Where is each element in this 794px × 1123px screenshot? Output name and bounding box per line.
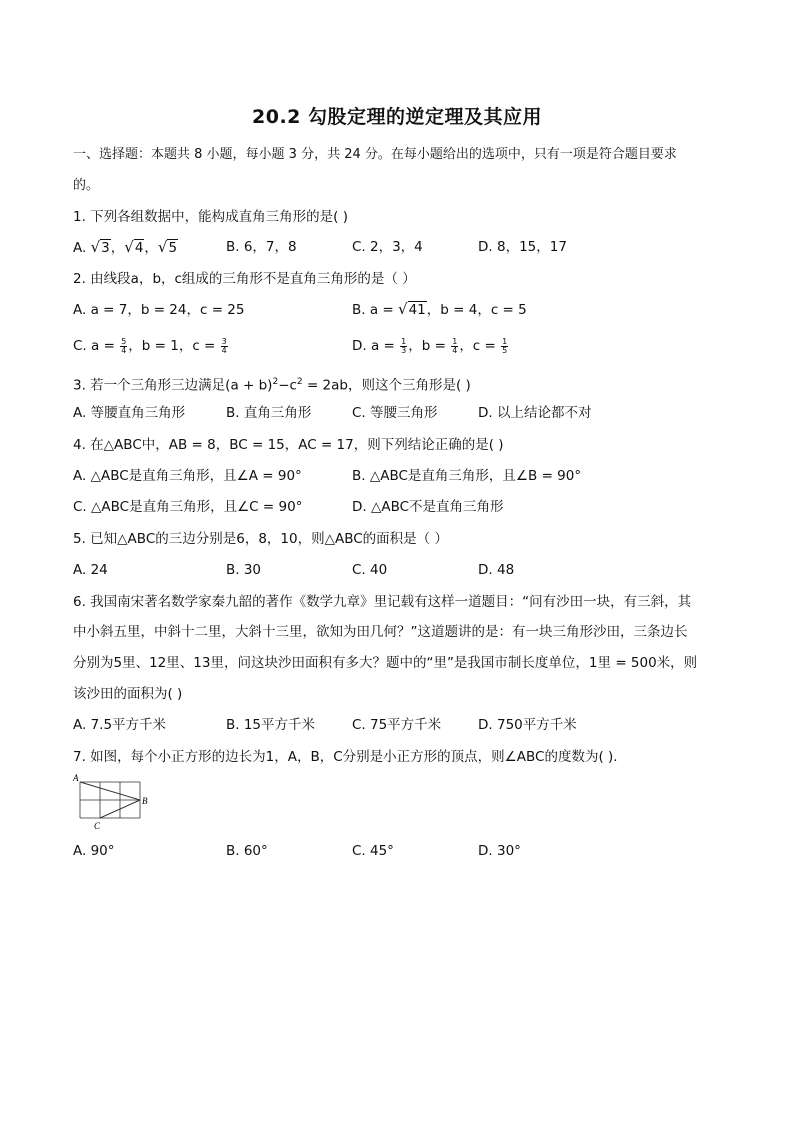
question-3-stem: 3. 若一个三角形三边满足$(a + b)^2-c^2 = 2ab$，则这个三角形是( ) [73,377,471,394]
question-1-stem: 1. 下列各组数据中，能构成直角三角形的是( ) [73,209,348,225]
question-1-option-a: A. √3，√4，√5 [73,238,178,256]
question-4-stem: 4. 在△ABC中，AB = 8，BC = 15，AC = 17，则下列结论正确的是( ) [73,437,504,453]
question-6-stem-line-2: 中小斜五里，中斜十二里，大斜十三里，欲知为田几何？”这道题讲的是：有一块三角形沙田，三条边长 [73,624,688,640]
point-b-label: B [142,796,148,806]
question-4-option-b: B. △ABC是直角三角形，且∠B = 90° [352,468,582,484]
question-4-option-a: A. △ABC是直角三角形，且∠A = 90° [73,468,302,484]
question-6-option-a: A. 7.5平方千米 [73,717,167,733]
question-2-stem: 2. 由线段a，b，c组成的三角形不是直角三角形的是（ ） [73,271,416,287]
question-5-option-d: D. 48 [478,562,515,578]
section-instruction: 一、选择题：本题共 8 小题，每小题 3 分，共 24 分。在每小题给出的选项中，只有一项是符合题目要求 [73,147,677,162]
question-2-option-d: D. a = $\frac{1}{3}$ ，b = $\frac{1}{4}$ ，c = $\frac{1}{5}$ [352,336,508,355]
question-1-option-c: C. 2，3，4 [352,239,423,255]
question-7-option-d: D. 30° [478,843,521,859]
question-6-stem-line-4: 该沙田的面积为( ) [73,686,183,702]
question-7-stem: 7. 如图，每个小正方形的边长为1，A，B，C分别是小正方形的顶点，则∠ABC的度数为( ). [73,749,618,765]
point-a-label: A [73,773,79,783]
question-5-option-a: A. 24 [73,562,108,578]
question-6-option-d: D. 750平方千米 [478,717,577,733]
question-6-stem-line-1: 6. 我国南宋著名数学家秦九韶的著作《数学九章》里记载有这样一道题目：“问有沙田一块，有三斜，其 [73,594,692,610]
question-2-option-b: B. a = √41，b = 4，c = 5 [352,300,527,318]
question-4-option-c: C. △ABC是直角三角形，且∠C = 90° [73,499,303,515]
question-6-option-b: B. 15平方千米 [226,717,316,733]
question-3-option-d: D. 以上结论都不对 [478,405,592,421]
question-2-option-a: A. a = 7，b = 24，c = 25 [73,302,245,318]
question-6-stem-line-3: 分别为5里、12里、13里，问这块沙田面积有多大？题中的“里”是我国市制长度单位，1里 = 500米，则 [73,655,698,671]
section-instruction-cont: 的。 [73,178,100,193]
question-1-option-d: D. 8，15，17 [478,239,567,255]
question-1-option-b: B. 6，7，8 [226,239,297,255]
question-3-option-c: C. 等腰三角形 [352,405,438,421]
question-3-option-a: A. 等腰直角三角形 [73,405,186,421]
question-4-option-d: D. △ABC不是直角三角形 [352,499,504,515]
question-5-stem: 5. 已知△ABC的三边分别是6，8，10，则△ABC的面积是（ ） [73,531,448,547]
question-2-option-c: C. a = $\frac{5}{4}$ ，b = 1，c = $\frac{3}{4}$ [73,336,227,355]
question-3-option-b: B. 直角三角形 [226,405,312,421]
page-title: 20.2 勾股定理的逆定理及其应用 [252,106,542,128]
question-6-option-c: C. 75平方千米 [352,717,442,733]
question-7-grid-figure [72,772,158,834]
question-7-option-a: A. 90° [73,843,115,859]
question-5-option-b: B. 30 [226,562,262,578]
question-7-option-b: B. 60° [226,843,268,859]
question-5-option-c: C. 40 [352,562,388,578]
question-7-option-c: C. 45° [352,843,394,859]
point-c-label: C [94,821,101,831]
